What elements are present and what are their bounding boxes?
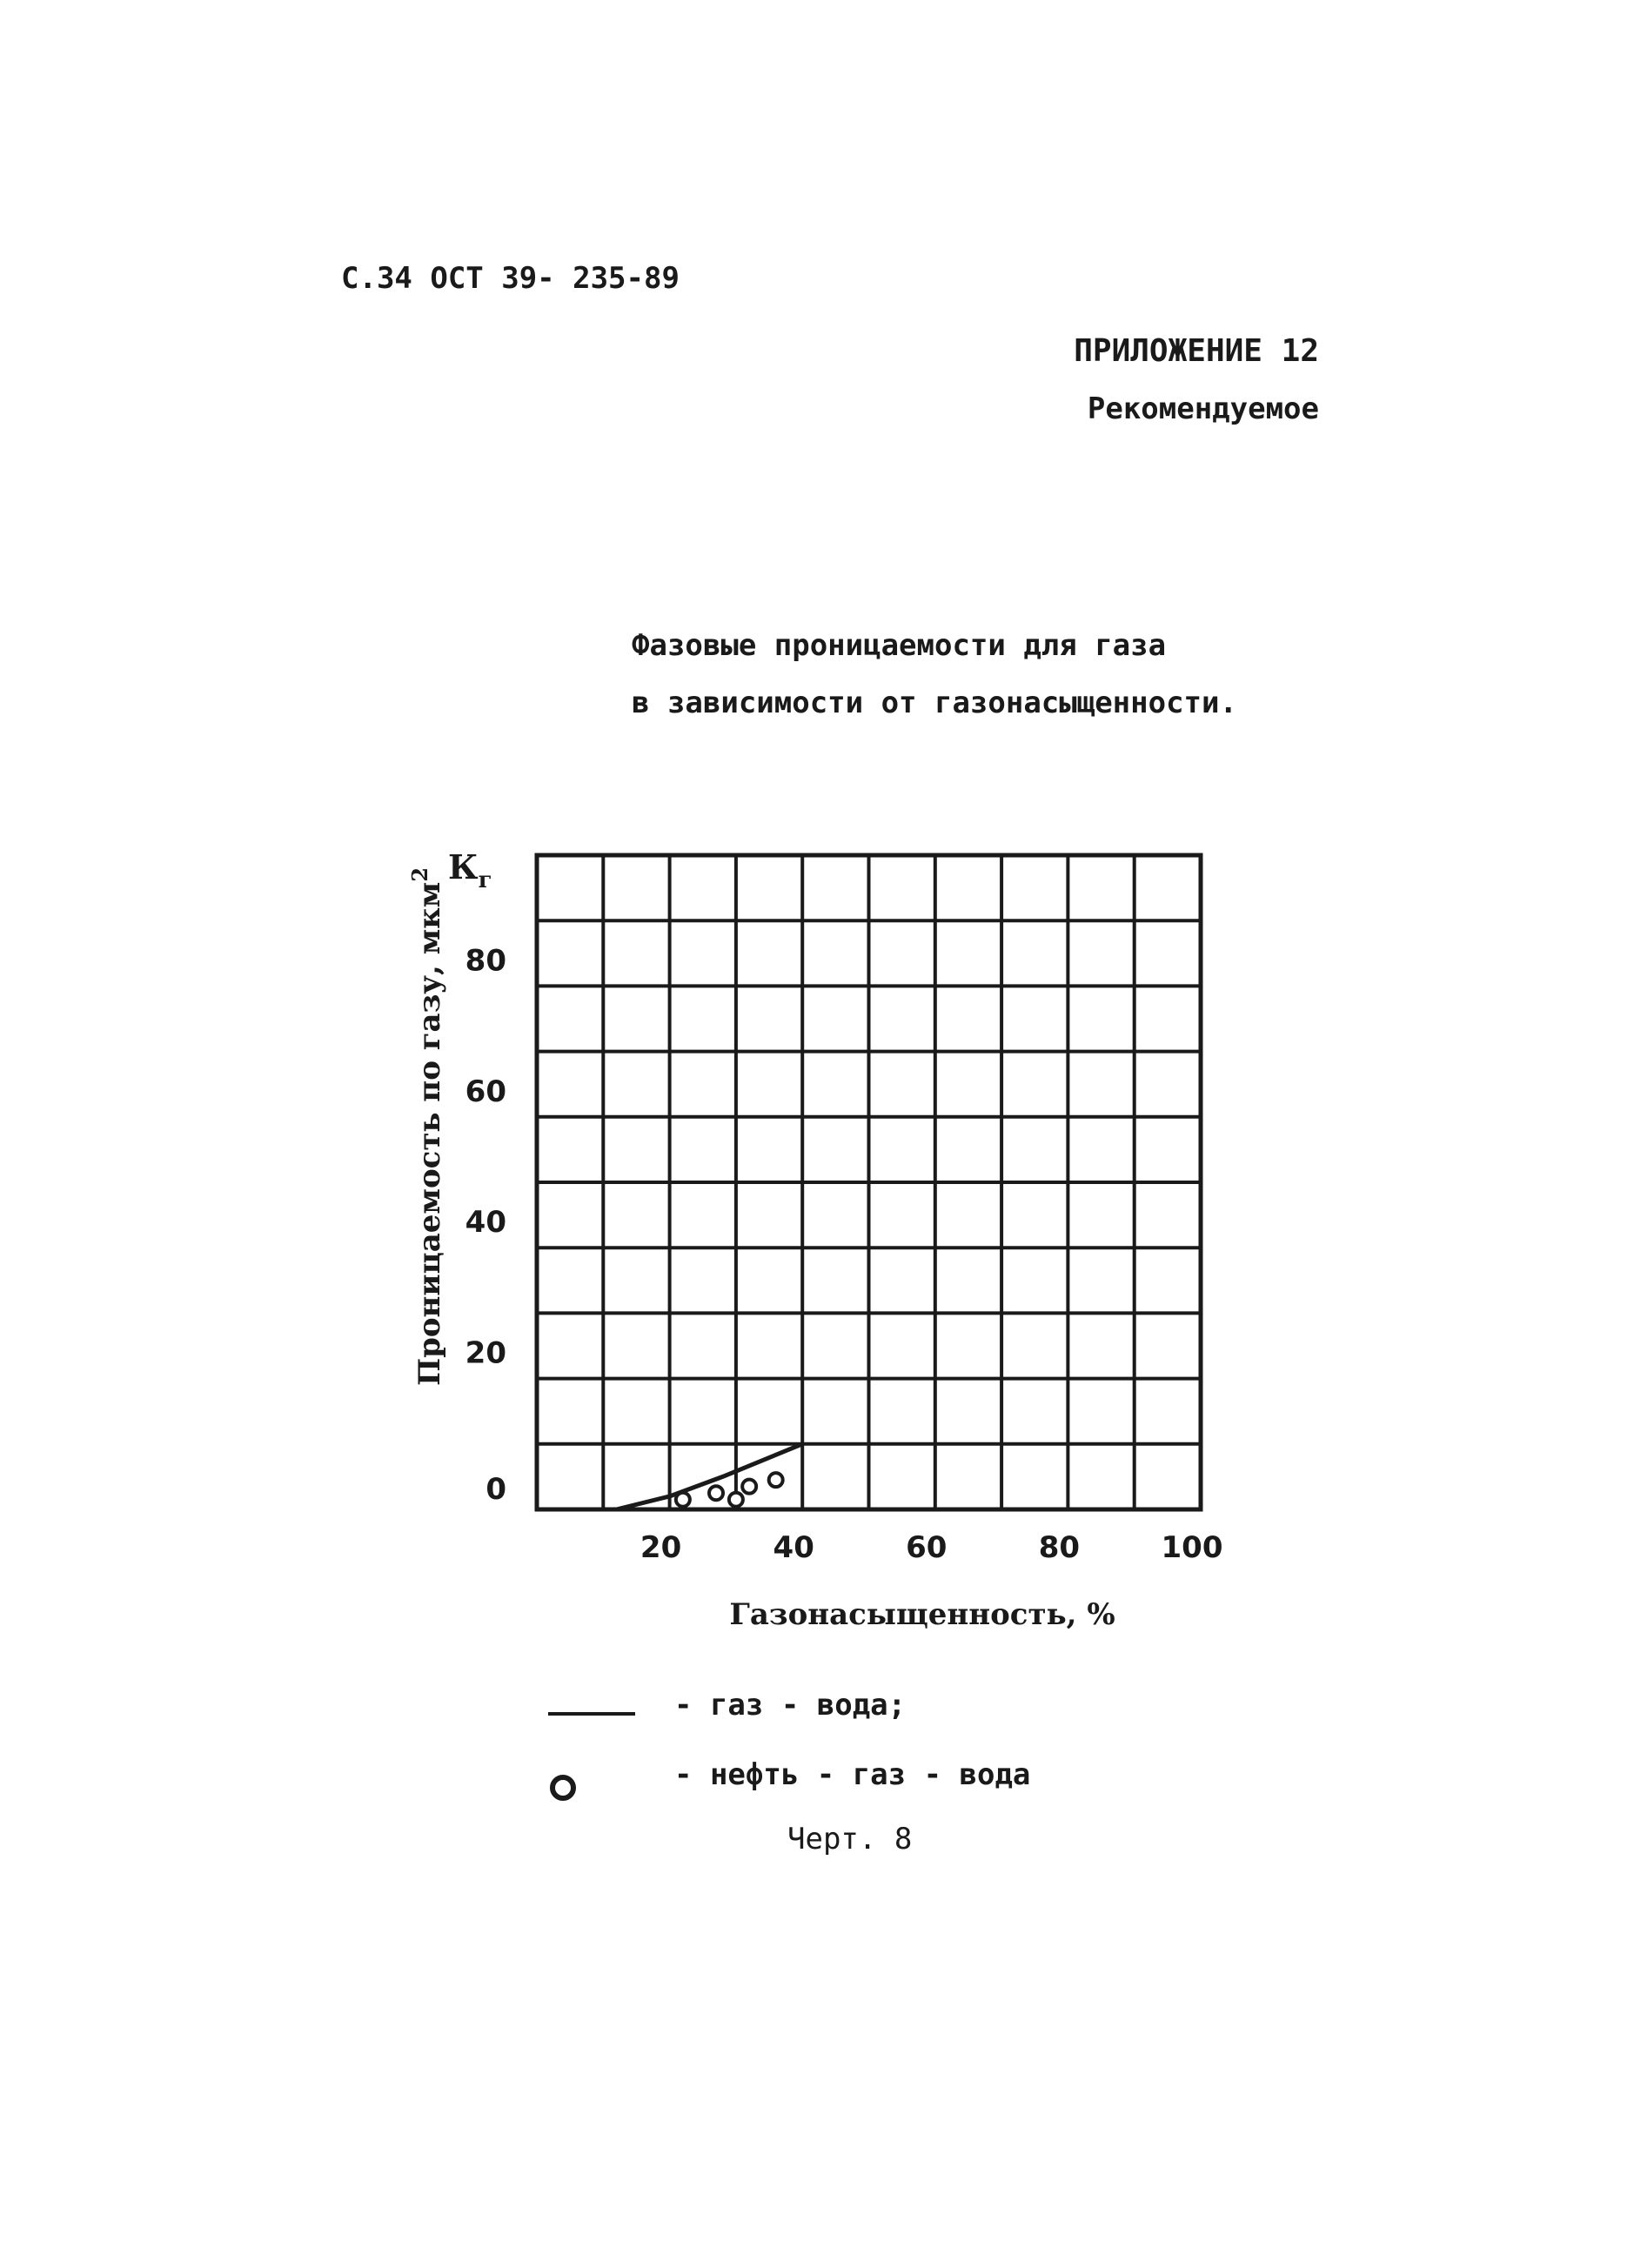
document-code: С.34 ОСТ 39- 235-89 xyxy=(341,261,680,296)
series-point-oil-gas-water xyxy=(709,1486,723,1500)
y-tick-label: 0 xyxy=(486,1472,506,1507)
y-symbol xyxy=(448,847,492,893)
appendix-title: ПРИЛОЖЕНИЕ 12 xyxy=(1074,333,1319,369)
legend-label-oil-gas-water: - нефть - газ - вода xyxy=(674,1757,1031,1792)
y-symbol-base: К xyxy=(448,847,479,886)
y-symbol-sub: г xyxy=(478,867,492,893)
x-tick-label: 80 xyxy=(1038,1530,1081,1565)
legend-item-oil-gas-water xyxy=(539,1670,1148,1792)
y-axis-label-text: Проницаемость по газу, мкм xyxy=(412,881,447,1387)
chart-title-line-1: Фазовые проницаемости для газа xyxy=(632,628,1167,663)
chart-legend xyxy=(539,1670,1148,1810)
x-tick-label: 100 xyxy=(1161,1530,1223,1565)
series-point-oil-gas-water xyxy=(676,1493,690,1507)
chart-grid xyxy=(537,855,1201,1509)
series-point-oil-gas-water xyxy=(729,1493,743,1507)
legend-label-gas-water: - газ - вода; xyxy=(674,1688,907,1723)
y-tick-label: 80 xyxy=(465,943,506,979)
y-axis-label xyxy=(407,867,447,1386)
chart-ticks xyxy=(465,943,1223,1565)
y-tick-label: 20 xyxy=(465,1335,506,1371)
y-axis-label-sup: 2 xyxy=(407,866,432,882)
chart-title-line-2: в зависимости от газонасыщенности. xyxy=(632,686,1237,720)
chart-series xyxy=(617,1444,803,1509)
figure-number: Черт. 8 xyxy=(787,1822,913,1857)
appendix-status: Рекомендуемое xyxy=(1087,391,1319,426)
series-point-oil-gas-water xyxy=(742,1480,756,1494)
x-tick-label: 40 xyxy=(773,1530,814,1565)
x-tick-label: 20 xyxy=(640,1530,682,1565)
x-axis-label: Газонасыщенность, % xyxy=(729,1597,1115,1632)
x-tick-label: 60 xyxy=(906,1530,948,1565)
legend-circle-marker xyxy=(550,1775,576,1801)
series-point-oil-gas-water xyxy=(769,1473,783,1487)
y-tick-label: 40 xyxy=(465,1205,506,1241)
y-tick-label: 60 xyxy=(465,1074,506,1109)
